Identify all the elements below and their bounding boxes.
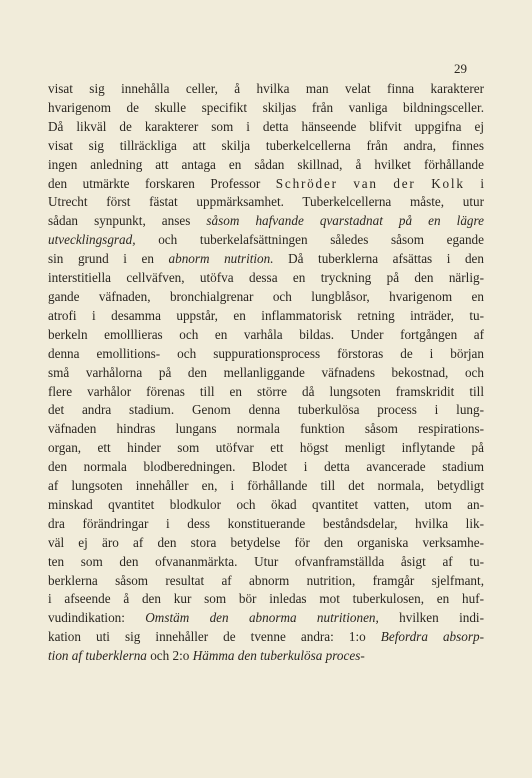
text-segment: kation uti sig innehåller de tvenne andra: 1:o — [48, 629, 381, 645]
body-text — [48, 80, 484, 666]
text-line — [48, 553, 484, 572]
text-segment: hvilken indi- — [378, 610, 484, 626]
text-segment: af lungsoten innehåller en, i förhållande till det normala, betydligt — [48, 478, 484, 494]
text-segment: organ, ett hinder som utöfvar ett högst menligt inflytande på — [48, 440, 484, 456]
text-segment — [378, 176, 394, 191]
italic-text: Befordra absorp- — [380, 629, 484, 645]
italic-text: abnorm nutrition. — [168, 251, 274, 267]
text-segment: sin grund i en — [48, 251, 169, 267]
page-number: 29 — [454, 61, 467, 76]
text-segment: sådan synpunkt, anses — [48, 213, 207, 229]
text-line — [48, 231, 484, 250]
text-line — [48, 496, 484, 515]
text-line — [48, 458, 484, 477]
text-line — [48, 647, 484, 666]
text-segment: flere varhålor förenas till en större då lungsoten framskridit till — [48, 383, 484, 399]
text-line — [48, 307, 484, 326]
text-segment: interstitiella cellväfven, utöfva dessa en tryckning på den närlig- — [48, 270, 484, 286]
text-segment — [416, 176, 432, 191]
text-line — [48, 477, 484, 496]
text-segment: visat sig tillräckliga att skilja tuberkelcellerna från andra, finnes — [48, 137, 484, 153]
text-segment: det andra stadium. Genom denna tuberkulösa process i lung- — [48, 402, 484, 418]
text-line — [48, 156, 484, 175]
text-line — [48, 99, 484, 118]
text-segment: i afseende å den kur som bör inledas mot tuberkulosen, en huf- — [48, 591, 484, 607]
text-line — [48, 269, 484, 288]
text-segment: dra förändringar i dess konstituerande beståndsdelar, hvilka lik- — [48, 515, 484, 531]
spaced-name: van — [353, 175, 378, 191]
text-line — [48, 193, 484, 212]
text-segment: den utmärkte forskaren Professor — [48, 175, 276, 191]
spaced-name: Schröder — [275, 175, 338, 191]
text-line — [48, 383, 484, 402]
text-line — [48, 420, 484, 439]
text-segment: denna emollitions- och suppurationsprocess förstoras de i början — [48, 345, 484, 361]
text-line — [48, 80, 484, 99]
text-line — [48, 175, 484, 194]
text-segment: minskad qvantitet blodkulor och ökad qvantitet vatten, utom an- — [48, 496, 484, 512]
text-segment: ingen anledning att antaga en sådan skillnad, å hvilket förhållande — [48, 156, 484, 172]
text-line — [48, 288, 484, 307]
text-line — [48, 118, 484, 137]
text-line — [48, 137, 484, 156]
italic-text: Omstäm den abnorma nutritionen, — [145, 610, 379, 626]
text-segment: i — [464, 175, 484, 191]
italic-text: tion af tuberklerna — [48, 648, 147, 664]
text-segment: vudindikation: — [48, 610, 146, 626]
spaced-name: der — [393, 175, 416, 191]
italic-text: utvecklingsgrad, — [48, 232, 136, 248]
text-line — [48, 364, 484, 383]
text-segment: den normala blodberedningen. Blodet i detta avancerade stadium — [48, 459, 484, 475]
text-line — [48, 326, 484, 345]
text-line — [48, 515, 484, 534]
text-line — [48, 401, 484, 420]
text-segment: berklerna såsom resultat af abnorm nutrition, framgår sjelfmant, — [48, 572, 484, 588]
text-segment: hvarigenom de skulle specifikt skiljas från vanliga bildningsceller. — [48, 99, 484, 115]
text-line — [48, 534, 484, 553]
text-line — [48, 345, 484, 364]
text-segment: Då tuberklerna afsättas i den — [273, 251, 484, 267]
text-line — [48, 439, 484, 458]
text-line — [48, 628, 484, 647]
text-segment: atrofi i desamma uppstår, en inflammatorisk retning inträder, tu- — [48, 307, 484, 323]
italic-text: såsom hafvande qvarstadnat på en lägre — [206, 213, 484, 229]
text-segment: ten som den ofvananmärkta. Utur ofvanframställda åsigt af tu- — [48, 553, 484, 569]
text-segment: visat sig innehålla celler, å hvilka man velat finna karakterer — [48, 81, 484, 96]
text-segment: Utrecht först fästat uppmärksamhet. Tuberkelcellerna måste, utur — [48, 194, 484, 210]
text-segment: gande väfnaden, bronchialgrenar och lungblåsor, hvarigenom en — [48, 288, 484, 304]
text-segment: Då likväl de karakterer som i detta hänseende blifvit uppgifna ej — [48, 118, 484, 134]
italic-text: Hämma den tuberkulösa proces- — [192, 648, 365, 664]
text-segment: berkeln emolllieras och en varhåla bildas. Under fortgången af — [48, 326, 484, 342]
text-line — [48, 250, 484, 269]
text-segment: små varhålorna på den mellanliggande väfnadens bekostnad, och — [48, 364, 484, 380]
text-segment — [338, 176, 354, 191]
text-line — [48, 609, 484, 628]
text-segment: och tuberkelafsättningen således såsom egande — [135, 232, 484, 248]
text-segment: väl ej äro af den stora betydelse för den organiska verksamhe- — [48, 534, 484, 550]
text-segment: väfnaden hindras lungans normala funktion såsom respirations- — [48, 421, 484, 437]
text-segment: och 2:o — [146, 648, 193, 664]
text-line — [48, 572, 484, 591]
spaced-name: Kolk — [431, 175, 465, 191]
text-line — [48, 212, 484, 231]
text-line — [48, 590, 484, 609]
